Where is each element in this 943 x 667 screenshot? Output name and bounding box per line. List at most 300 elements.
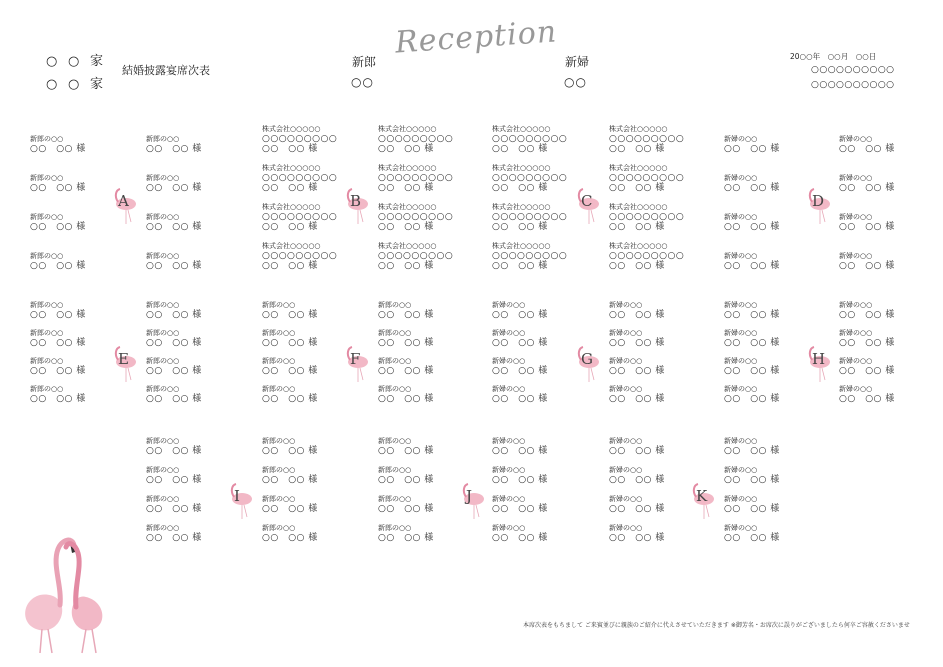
guest-affiliation: 新郎の○○ [30, 357, 64, 365]
guest-name: ○○ ○○ 様 [492, 446, 548, 456]
guest-name: ○○ ○○ 様 [378, 261, 434, 271]
guest-entry [378, 241, 453, 271]
guest-name: ○○ ○○ 様 [262, 366, 318, 376]
guest-name: ○○ ○○ 様 [609, 366, 665, 376]
guest-name: ○○ ○○ 様 [262, 475, 318, 485]
guest-affiliation: 新婦の○○ [609, 437, 643, 445]
guest-entry [378, 124, 453, 154]
table-marker-g [575, 344, 601, 384]
guest-affiliation: 新郎の○○ [146, 135, 180, 143]
guest-title: ○○○○○○○○○ [378, 212, 454, 222]
guest-entry [724, 523, 780, 543]
guest-entry [378, 163, 453, 193]
table-marker-j [460, 481, 486, 521]
table-marker-k [690, 481, 716, 521]
guest-name: ○○ ○○ 様 [378, 310, 434, 320]
guest-name: ○○ ○○ 様 [378, 366, 434, 376]
guest-name: ○○ ○○ 様 [378, 183, 434, 193]
guest-entry [609, 202, 684, 232]
guest-affiliation: 株式会社○○○○○ [609, 164, 668, 172]
guest-entry [262, 436, 318, 456]
guest-title: ○○○○○○○○○ [492, 212, 568, 222]
guest-affiliation: 新郎の○○ [146, 385, 180, 393]
table-marker-d [806, 186, 832, 226]
guest-name: ○○ ○○ 様 [146, 261, 202, 271]
guest-name: ○○ ○○ 様 [30, 222, 86, 232]
guest-entry [724, 300, 780, 320]
guest-entry [839, 384, 895, 404]
guest-affiliation: 新郎の○○ [30, 385, 64, 393]
bride-label: 新婦 [565, 55, 590, 69]
guest-affiliation: 新婦の○○ [609, 495, 643, 503]
guest-name: ○○ ○○ 様 [492, 366, 548, 376]
table-letter: I [234, 487, 240, 505]
guest-affiliation: 株式会社○○○○○ [609, 242, 668, 250]
guest-entry [609, 384, 665, 404]
guest-title: ○○○○○○○○○ [609, 251, 685, 261]
guest-title: ○○○○○○○○○ [262, 134, 338, 144]
guest-entry [492, 494, 548, 514]
guest-entry [30, 134, 86, 154]
guest-entry [839, 212, 895, 232]
guest-affiliation: 新郎の○○ [146, 495, 180, 503]
guest-name: ○○ ○○ 様 [146, 144, 202, 154]
guest-name: ○○ ○○ 様 [262, 183, 318, 193]
guest-name: ○○ ○○ 様 [492, 310, 548, 320]
guest-entry [724, 328, 780, 348]
guest-affiliation: 株式会社○○○○○ [262, 164, 321, 172]
table-letter: K [696, 487, 708, 505]
guest-entry [262, 163, 337, 193]
guest-entry [146, 300, 202, 320]
guest-name: ○○ ○○ 様 [262, 504, 318, 514]
table-letter: F [350, 350, 361, 368]
guest-name: ○○ ○○ 様 [609, 338, 665, 348]
guest-entry [262, 384, 318, 404]
guest-entry [724, 173, 780, 193]
guest-name: ○○ ○○ 様 [839, 366, 895, 376]
guest-name: ○○ ○○ 様 [724, 338, 780, 348]
flamingo-icon [460, 481, 486, 521]
guest-entry [30, 356, 86, 376]
guest-name: ○○ ○○ 様 [30, 261, 86, 271]
guest-name: ○○ ○○ 様 [839, 394, 895, 404]
guest-name: ○○ ○○ 様 [724, 475, 780, 485]
table-letter: J [466, 487, 473, 505]
guest-affiliation: 新郎の○○ [378, 385, 412, 393]
guest-entry [724, 384, 780, 404]
event-date: 20○○年 ○○月 ○○日 [790, 52, 877, 61]
guest-name: ○○ ○○ 様 [146, 183, 202, 193]
groom-label: 新郎 [352, 55, 377, 69]
guest-entry [262, 465, 318, 485]
guest-entry [146, 328, 202, 348]
guest-name: ○○ ○○ 様 [30, 338, 86, 348]
guest-name: ○○ ○○ 様 [146, 338, 202, 348]
family-circle: ○ [68, 77, 82, 92]
guest-affiliation: 新郎の○○ [30, 213, 64, 221]
guest-name: ○○ ○○ 様 [724, 366, 780, 376]
guest-affiliation: 新婦の○○ [724, 385, 758, 393]
family-circle: ○ [46, 54, 60, 69]
table-letter: E [118, 350, 129, 368]
guest-name: ○○ ○○ 様 [378, 144, 434, 154]
guest-name: ○○ ○○ 様 [839, 144, 895, 154]
family-circle: ○ [68, 54, 82, 69]
guest-name: ○○ ○○ 様 [262, 261, 318, 271]
guest-title: ○○○○○○○○○ [262, 212, 338, 222]
guest-name: ○○ ○○ 様 [724, 394, 780, 404]
guest-affiliation: 新郎の○○ [146, 524, 180, 532]
guest-name: ○○ ○○ 様 [724, 261, 780, 271]
guest-entry [378, 523, 434, 543]
guest-entry [262, 300, 318, 320]
guest-name: ○○ ○○ 様 [839, 261, 895, 271]
guest-name: ○○ ○○ 様 [30, 144, 86, 154]
guest-entry [378, 384, 434, 404]
guest-affiliation: 株式会社○○○○○ [492, 125, 551, 133]
guest-entry [378, 202, 453, 232]
guest-affiliation: 新郎の○○ [146, 213, 180, 221]
table-marker-e [112, 344, 138, 384]
venue-line-1: ○○○○○○○○○○ [811, 65, 895, 75]
guest-entry [378, 328, 434, 348]
guest-entry [146, 251, 202, 271]
bride-family-line [46, 73, 105, 96]
guest-entry [839, 134, 895, 154]
guest-name: ○○ ○○ 様 [146, 310, 202, 320]
guest-name: ○○ ○○ 様 [609, 394, 665, 404]
guest-title: ○○○○○○○○○ [378, 134, 454, 144]
guest-name: ○○ ○○ 様 [378, 504, 434, 514]
guest-affiliation: 新郎の○○ [378, 495, 412, 503]
guest-affiliation: 新郎の○○ [262, 301, 296, 309]
guest-title: ○○○○○○○○○ [609, 173, 685, 183]
guest-affiliation: 新郎の○○ [30, 135, 64, 143]
family-kanji: 家 [90, 77, 106, 92]
guest-affiliation: 新郎の○○ [146, 437, 180, 445]
guest-affiliation: 新郎の○○ [378, 301, 412, 309]
guest-affiliation: 新郎の○○ [30, 301, 64, 309]
guest-affiliation: 新婦の○○ [724, 466, 758, 474]
guest-affiliation: 新婦の○○ [724, 329, 758, 337]
guest-affiliation: 新婦の○○ [839, 135, 873, 143]
guest-affiliation: 新婦の○○ [609, 466, 643, 474]
flamingo-icon [228, 481, 254, 521]
guest-affiliation: 新婦の○○ [724, 252, 758, 260]
guest-entry [492, 202, 567, 232]
guest-name: ○○ ○○ 様 [724, 504, 780, 514]
guest-affiliation: 新郎の○○ [378, 466, 412, 474]
guest-name: ○○ ○○ 様 [724, 310, 780, 320]
guest-entry [30, 328, 86, 348]
guest-affiliation: 新郎の○○ [146, 357, 180, 365]
guest-name: ○○ ○○ 様 [839, 222, 895, 232]
guest-entry [30, 300, 86, 320]
guest-affiliation: 新婦の○○ [492, 495, 526, 503]
guest-affiliation: 株式会社○○○○○ [609, 125, 668, 133]
guest-name: ○○ ○○ 様 [492, 222, 548, 232]
guest-name: ○○ ○○ 様 [492, 475, 548, 485]
guest-entry [146, 356, 202, 376]
guest-name: ○○ ○○ 様 [609, 261, 665, 271]
guest-affiliation: 新婦の○○ [839, 213, 873, 221]
guest-name: ○○ ○○ 様 [839, 338, 895, 348]
guest-name: ○○ ○○ 様 [262, 338, 318, 348]
table-letter: G [581, 350, 593, 368]
guest-entry [492, 124, 567, 154]
guest-entry [724, 436, 780, 456]
guest-name: ○○ ○○ 様 [30, 310, 86, 320]
guest-name: ○○ ○○ 様 [30, 183, 86, 193]
guest-affiliation: 新郎の○○ [262, 329, 296, 337]
guest-affiliation: 新郎の○○ [146, 466, 180, 474]
guest-affiliation: 新婦の○○ [839, 329, 873, 337]
guest-name: ○○ ○○ 様 [609, 446, 665, 456]
table-letter: C [581, 192, 593, 210]
guest-entry [378, 494, 434, 514]
guest-name: ○○ ○○ 様 [262, 533, 318, 543]
guest-entry [30, 212, 86, 232]
guest-name: ○○ ○○ 様 [146, 475, 202, 485]
guest-title: ○○○○○○○○○ [492, 173, 568, 183]
groom-family-line [46, 50, 105, 73]
guest-affiliation: 新婦の○○ [839, 385, 873, 393]
guest-name: ○○ ○○ 様 [492, 394, 548, 404]
guest-entry [492, 465, 548, 485]
guest-affiliation: 新婦の○○ [724, 213, 758, 221]
guest-entry [609, 523, 665, 543]
guest-affiliation: 株式会社○○○○○ [492, 203, 551, 211]
guest-affiliation: 新婦の○○ [492, 466, 526, 474]
guest-name: ○○ ○○ 様 [492, 183, 548, 193]
guest-entry [724, 465, 780, 485]
guest-affiliation: 株式会社○○○○○ [492, 242, 551, 250]
guest-name: ○○ ○○ 様 [262, 310, 318, 320]
guest-entry [30, 251, 86, 271]
guest-affiliation: 株式会社○○○○○ [378, 125, 437, 133]
guest-title: ○○○○○○○○○ [609, 134, 685, 144]
guest-entry [724, 134, 780, 154]
guest-affiliation: 新郎の○○ [378, 357, 412, 365]
guest-affiliation: 新婦の○○ [724, 174, 758, 182]
guest-name: ○○ ○○ 様 [609, 504, 665, 514]
groom-name: ○○ [351, 75, 374, 89]
guest-affiliation: 新郎の○○ [378, 524, 412, 532]
guest-affiliation: 新郎の○○ [378, 437, 412, 445]
guest-title: ○○○○○○○○○ [609, 212, 685, 222]
guest-entry [724, 212, 780, 232]
guest-name: ○○ ○○ 様 [146, 533, 202, 543]
guest-name: ○○ ○○ 様 [609, 533, 665, 543]
guest-name: ○○ ○○ 様 [609, 144, 665, 154]
footer-note: 本席次表をもちまして ご来賓並びに親族のご紹介に代えさせていただきます ※御芳名・お席次に誤りがございましたら何卒ご容赦くださいませ [523, 622, 910, 629]
guest-affiliation: 新婦の○○ [492, 357, 526, 365]
guest-affiliation: 新婦の○○ [492, 437, 526, 445]
guest-affiliation: 新婦の○○ [492, 301, 526, 309]
guest-name: ○○ ○○ 様 [492, 338, 548, 348]
guest-affiliation: 新婦の○○ [839, 357, 873, 365]
guest-entry [609, 163, 684, 193]
guest-affiliation: 株式会社○○○○○ [609, 203, 668, 211]
guest-entry [262, 124, 337, 154]
guest-name: ○○ ○○ 様 [262, 394, 318, 404]
flamingo-couple-illustration [12, 525, 122, 655]
guest-entry [492, 384, 548, 404]
guest-entry [30, 384, 86, 404]
guest-affiliation: 株式会社○○○○○ [378, 242, 437, 250]
guest-affiliation: 新郎の○○ [262, 437, 296, 445]
guest-name: ○○ ○○ 様 [146, 504, 202, 514]
guest-entry [492, 328, 548, 348]
guest-entry [378, 465, 434, 485]
guest-affiliation: 新郎の○○ [30, 252, 64, 260]
family-kanji: 家 [90, 54, 106, 69]
guest-affiliation: 新郎の○○ [262, 495, 296, 503]
guest-name: ○○ ○○ 様 [378, 222, 434, 232]
guest-entry [724, 251, 780, 271]
guest-affiliation: 株式会社○○○○○ [262, 203, 321, 211]
guest-name: ○○ ○○ 様 [609, 183, 665, 193]
guest-name: ○○ ○○ 様 [262, 446, 318, 456]
guest-entry [146, 134, 202, 154]
guest-entry [492, 300, 548, 320]
guest-affiliation: 新郎の○○ [262, 524, 296, 532]
guest-title: ○○○○○○○○○ [378, 251, 454, 261]
guest-name: ○○ ○○ 様 [839, 310, 895, 320]
guest-entry [839, 173, 895, 193]
guest-affiliation: 新婦の○○ [609, 301, 643, 309]
guest-affiliation: 新婦の○○ [609, 329, 643, 337]
guest-affiliation: 株式会社○○○○○ [262, 125, 321, 133]
guest-affiliation: 新婦の○○ [492, 385, 526, 393]
guest-entry [609, 300, 665, 320]
guest-entry [262, 523, 318, 543]
guest-title: ○○○○○○○○○ [378, 173, 454, 183]
family-circle: ○ [46, 77, 60, 92]
guest-affiliation: 新郎の○○ [378, 329, 412, 337]
guest-affiliation: 新婦の○○ [839, 174, 873, 182]
guest-affiliation: 新婦の○○ [724, 301, 758, 309]
guest-name: ○○ ○○ 様 [146, 446, 202, 456]
table-letter: A [118, 192, 129, 210]
guest-affiliation: 新郎の○○ [146, 174, 180, 182]
table-letter: B [350, 192, 362, 210]
guest-name: ○○ ○○ 様 [609, 222, 665, 232]
table-marker-i [228, 481, 254, 521]
guest-name: ○○ ○○ 様 [262, 144, 318, 154]
page-title: 結婚披露宴席次表 [122, 64, 210, 77]
guest-name: ○○ ○○ 様 [30, 394, 86, 404]
guest-name: ○○ ○○ 様 [724, 144, 780, 154]
guest-name: ○○ ○○ 様 [378, 338, 434, 348]
table-letter: D [812, 192, 825, 210]
guest-affiliation: 新郎の○○ [30, 329, 64, 337]
guest-name: ○○ ○○ 様 [378, 394, 434, 404]
guest-name: ○○ ○○ 様 [146, 222, 202, 232]
guest-affiliation: 新婦の○○ [724, 437, 758, 445]
guest-entry [609, 436, 665, 456]
guest-entry [146, 465, 202, 485]
guest-entry [30, 173, 86, 193]
guest-entry [724, 494, 780, 514]
guest-entry [262, 328, 318, 348]
guest-name: ○○ ○○ 様 [146, 366, 202, 376]
guest-title: ○○○○○○○○○ [262, 251, 338, 261]
guest-name: ○○ ○○ 様 [492, 533, 548, 543]
guest-entry [839, 251, 895, 271]
guest-title: ○○○○○○○○○ [492, 134, 568, 144]
guest-entry [609, 494, 665, 514]
guest-entry [146, 384, 202, 404]
guest-affiliation: 新郎の○○ [262, 385, 296, 393]
guest-name: ○○ ○○ 様 [30, 366, 86, 376]
guest-entry [146, 494, 202, 514]
guest-entry [262, 356, 318, 376]
guest-name: ○○ ○○ 様 [492, 144, 548, 154]
guest-affiliation: 新婦の○○ [839, 252, 873, 260]
guest-affiliation: 新婦の○○ [609, 385, 643, 393]
guest-affiliation: 新婦の○○ [724, 495, 758, 503]
guest-name: ○○ ○○ 様 [378, 475, 434, 485]
guest-entry [609, 241, 684, 271]
guest-affiliation: 新婦の○○ [839, 301, 873, 309]
guest-affiliation: 株式会社○○○○○ [262, 242, 321, 250]
venue-line-2: ○○○○○○○○○○ [811, 80, 895, 90]
guest-affiliation: 株式会社○○○○○ [378, 203, 437, 211]
guest-affiliation: 新婦の○○ [609, 524, 643, 532]
guest-affiliation: 新婦の○○ [492, 524, 526, 532]
guest-entry [146, 523, 202, 543]
guest-affiliation: 株式会社○○○○○ [492, 164, 551, 172]
guest-entry [146, 212, 202, 232]
guest-name: ○○ ○○ 様 [724, 222, 780, 232]
guest-affiliation: 新婦の○○ [609, 357, 643, 365]
guest-affiliation: 株式会社○○○○○ [378, 164, 437, 172]
guest-entry [724, 356, 780, 376]
guest-affiliation: 新婦の○○ [724, 357, 758, 365]
guest-name: ○○ ○○ 様 [609, 475, 665, 485]
guest-entry [492, 523, 548, 543]
guest-entry [146, 173, 202, 193]
guest-entry [609, 124, 684, 154]
guest-name: ○○ ○○ 様 [378, 446, 434, 456]
guest-name: ○○ ○○ 様 [724, 183, 780, 193]
guest-entry [839, 356, 895, 376]
guest-affiliation: 新郎の○○ [146, 329, 180, 337]
guest-entry [492, 356, 548, 376]
guest-entry [146, 436, 202, 456]
table-marker-f [344, 344, 370, 384]
guest-name: ○○ ○○ 様 [839, 183, 895, 193]
guest-entry [378, 436, 434, 456]
guest-name: ○○ ○○ 様 [724, 533, 780, 543]
guest-entry [492, 241, 567, 271]
guest-entry [262, 202, 337, 232]
guest-entry [492, 436, 548, 456]
guest-title: ○○○○○○○○○ [262, 173, 338, 183]
guest-title: ○○○○○○○○○ [492, 251, 568, 261]
guest-affiliation: 新郎の○○ [146, 301, 180, 309]
table-marker-h [806, 344, 832, 384]
bride-name: ○○ [564, 75, 587, 89]
guest-entry [492, 163, 567, 193]
table-marker-c [575, 186, 601, 226]
guest-entry [262, 241, 337, 271]
guest-name: ○○ ○○ 様 [146, 394, 202, 404]
guest-entry [378, 300, 434, 320]
guest-entry [609, 328, 665, 348]
